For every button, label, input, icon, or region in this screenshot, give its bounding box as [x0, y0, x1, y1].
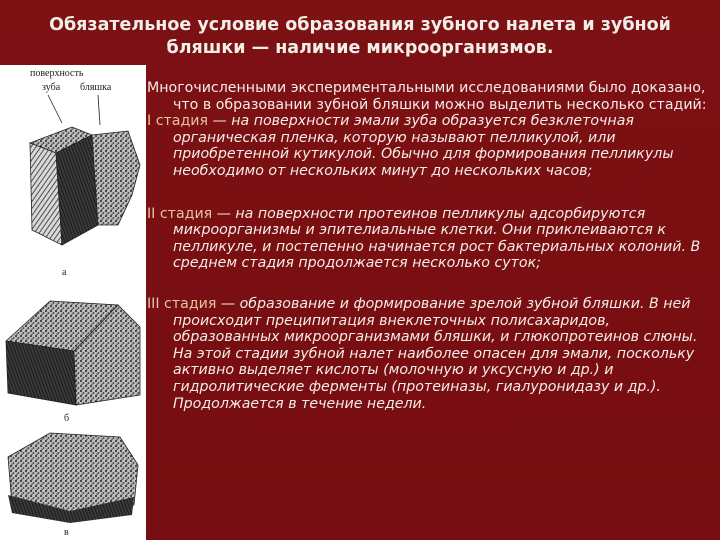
label-a: а: [62, 267, 67, 278]
stage-2-label: II стадия: [147, 205, 213, 222]
label-tooth: зуба: [42, 82, 61, 93]
stage-1-label: I стадия: [147, 113, 209, 130]
intro-text: Многочисленными экспериментальными исследованиями было доказано, что в образовании зубной бляшки можно выделить несколько стадий:: [147, 80, 707, 113]
tooth-figure-a: [30, 95, 140, 245]
label-b: б: [64, 413, 70, 424]
stage-3-text: — образование и формирование зрелой зубной бляшки. В ней происходит преципитация внеклеточных полисахаридов, образованных микроорганизмами бляшки, и глюкопротеинов слюны. На этой стадии зубной налет наиболее опасен для эмали, поскольку активно выделяет кислоты (молочную и уксусную и др.) и гидролитические ферменты (протеиназы, гиалуронидазу и др.). Продолжается в течение недели.: [173, 295, 698, 412]
stage-1-paragraph: [147, 113, 715, 179]
label-surface: поверхность: [30, 68, 84, 79]
label-v: в: [64, 527, 69, 538]
stage-3-label: III стадия: [147, 295, 217, 312]
tooth-illustrations: [0, 65, 146, 540]
tooth-figure-b: [6, 301, 140, 405]
tooth-figure-v: [8, 433, 138, 523]
stage-3-paragraph: [147, 296, 715, 412]
stage-2-paragraph: [147, 206, 715, 272]
figure-panel: [0, 65, 146, 540]
slide-title: Обязательное условие образования зубного налета и зубной бляшки — наличие микроорганизмов.: [49, 15, 671, 58]
stage-1-text: — на поверхности эмали зуба образуется безклеточная органическая пленка, которую называют пелликулой, или приобретенной кутикулой. Обычно для формирования пелликулы необходимо от нескольких минут до нескольких часов;: [173, 113, 674, 179]
slide-body: [147, 80, 715, 412]
stage-2-text: — на поверхности протеинов пелликулы адсорбируются микроорганизмы и эпителиальные клетки. Они приклеиваются к пелликуле, и постепенно начинается рост бактериальных колоний. В среднем стадия продолжается несколько суток;: [173, 205, 701, 272]
label-plaque: бляшка: [80, 82, 112, 93]
intro-paragraph: [147, 80, 715, 113]
